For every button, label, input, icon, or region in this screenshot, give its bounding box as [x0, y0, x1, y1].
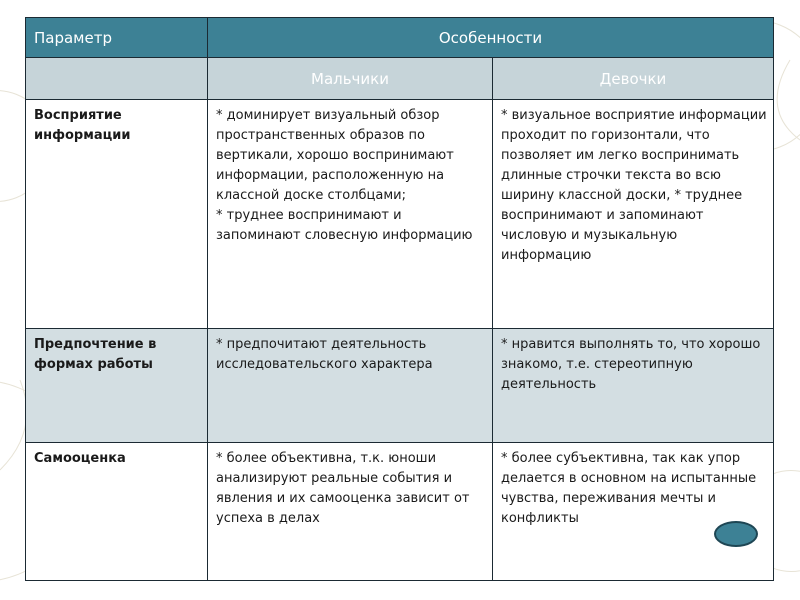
row-param: Восприятие информации	[26, 100, 208, 329]
row-boys: * предпочитают деятельность исследовательского характера	[208, 329, 493, 443]
header-param: Параметр	[26, 18, 208, 58]
row-girls: * более субъективна, так как упор делается в основном на испытанные чувства, переживания мечты и конфликты	[493, 443, 774, 581]
table-row	[26, 100, 774, 329]
table-row	[26, 443, 774, 581]
row-boys: * доминирует визуальный обзор пространственных образов по вертикали, хорошо воспринимают информации, расположенную на классной доске столбцами; * труднее воспринимают и запоминают словесную информацию	[208, 100, 493, 329]
header-features: Особенности	[208, 18, 774, 58]
subheader-empty	[26, 58, 208, 100]
table-subheader-row	[26, 58, 774, 100]
table-header-row	[26, 18, 774, 58]
comparison-table	[25, 17, 774, 581]
subheader-girls: Девочки	[493, 58, 774, 100]
row-param: Предпочтение в формах работы	[26, 329, 208, 443]
navigation-button[interactable]	[714, 521, 758, 547]
table-row	[26, 329, 774, 443]
row-boys: * более объективна, т.к. юноши анализируют реальные события и явления и их самооценка зависит от успеха в делах	[208, 443, 493, 581]
row-girls: * нравится выполнять то, что хорошо знакомо, т.е. стереотипную деятельность	[493, 329, 774, 443]
subheader-boys: Мальчики	[208, 58, 493, 100]
row-param: Самооценка	[26, 443, 208, 581]
row-girls: * визуальное восприятие информации проходит по горизонтали, что позволяет им легко воспринимать длинные строчки текста во всю ширину классной доски, * труднее воспринимают и запоминают числовую и музыкальную информацию	[493, 100, 774, 329]
